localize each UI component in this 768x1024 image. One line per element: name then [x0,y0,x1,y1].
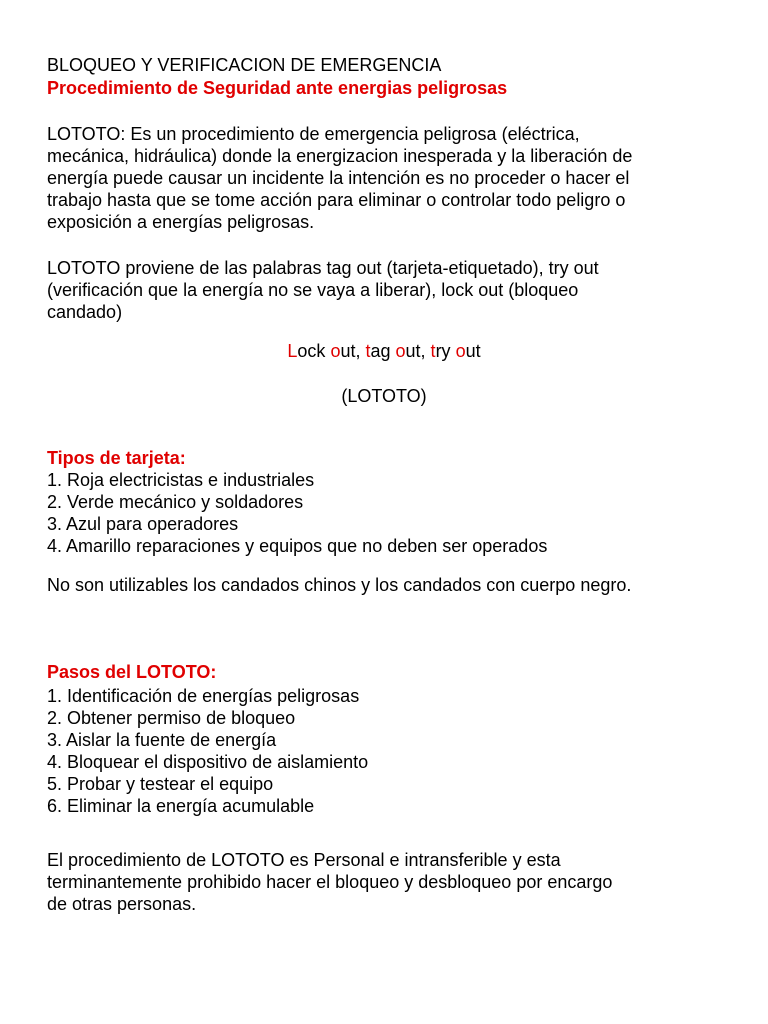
acronym-word-rest: ut, [405,341,431,361]
list-item: 4. Bloquear el dispositivo de aislamiento [47,752,369,772]
list-item: 3. Aislar la fuente de energía [47,730,277,750]
paragraph-line: candado) [47,302,123,322]
acronym-word-rest: ry [435,341,456,361]
document-subtitle: Procedimiento de Seguridad ante energias peligrosas [47,78,508,98]
paragraph-line: El procedimiento de LOTOTO es Personal e intransferible y esta [47,850,561,870]
list-item: 4. Amarillo reparaciones y equipos que no deben ser operados [47,536,548,556]
list-item: 2. Obtener permiso de bloqueo [47,708,296,728]
list-item: 2. Verde mecánico y soldadores [47,492,304,512]
card-types-heading: Tipos de tarjeta: [47,448,186,468]
acronym-short: (LOTOTO) [341,386,427,406]
paragraph-line: LOTOTO proviene de las palabras tag out (tarjeta-etiquetado), try out [47,258,599,278]
acronym-word-rest: ag [370,341,396,361]
paragraph-line: trabajo hasta que se tome acción para eliminar o controlar todo peligro o [47,190,626,210]
acronym-word-rest: ut [465,341,481,361]
acronym-expansion [0,340,768,362]
steps-heading: Pasos del LOTOTO: [47,662,217,682]
acronym-word-rest: ut, [340,341,366,361]
card-types-list [47,469,737,557]
acronym-letter: o [330,341,341,361]
paragraph-line: (verificación que la energía no se vaya a liberar), lock out (bloqueo [47,280,579,300]
list-item: 6. Eliminar la energía acumulable [47,796,315,816]
paragraph-line: terminantemente prohibido hacer el bloqueo y desbloqueo por encargo [47,872,613,892]
acronym-letter: t [430,341,436,361]
closing-paragraph [47,849,737,915]
steps-list [47,685,737,817]
paragraph-line: mecánica, hidráulica) donde la energizacion inesperada y la liberación de [47,146,633,166]
paragraph-line: energía puede causar un incidente la intención es no proceder o hacer el [47,168,630,188]
document-title: BLOQUEO Y VERIFICACION DE EMERGENCIA [47,55,442,75]
padlock-note: No son utilizables los candados chinos y los candados con cuerpo negro. [47,575,632,595]
list-item: 1. Roja electricistas e industriales [47,470,315,490]
paragraph-line: de otras personas. [47,894,197,914]
list-item: 3. Azul para operadores [47,514,239,534]
origin-paragraph [47,257,737,323]
list-item: 1. Identificación de energías peligrosas [47,686,360,706]
paragraph-line: exposición a energías peligrosas. [47,212,315,232]
list-item: 5. Probar y testear el equipo [47,774,274,794]
acronym-letter: o [455,341,466,361]
acronym-letter: o [395,341,406,361]
acronym-letter: t [365,341,371,361]
paragraph-line: LOTOTO: Es un procedimiento de emergencia peligrosa (eléctrica, [47,124,580,144]
definition-paragraph [47,123,737,233]
acronym-letter: L [287,341,298,361]
acronym-word-rest: ock [297,341,331,361]
